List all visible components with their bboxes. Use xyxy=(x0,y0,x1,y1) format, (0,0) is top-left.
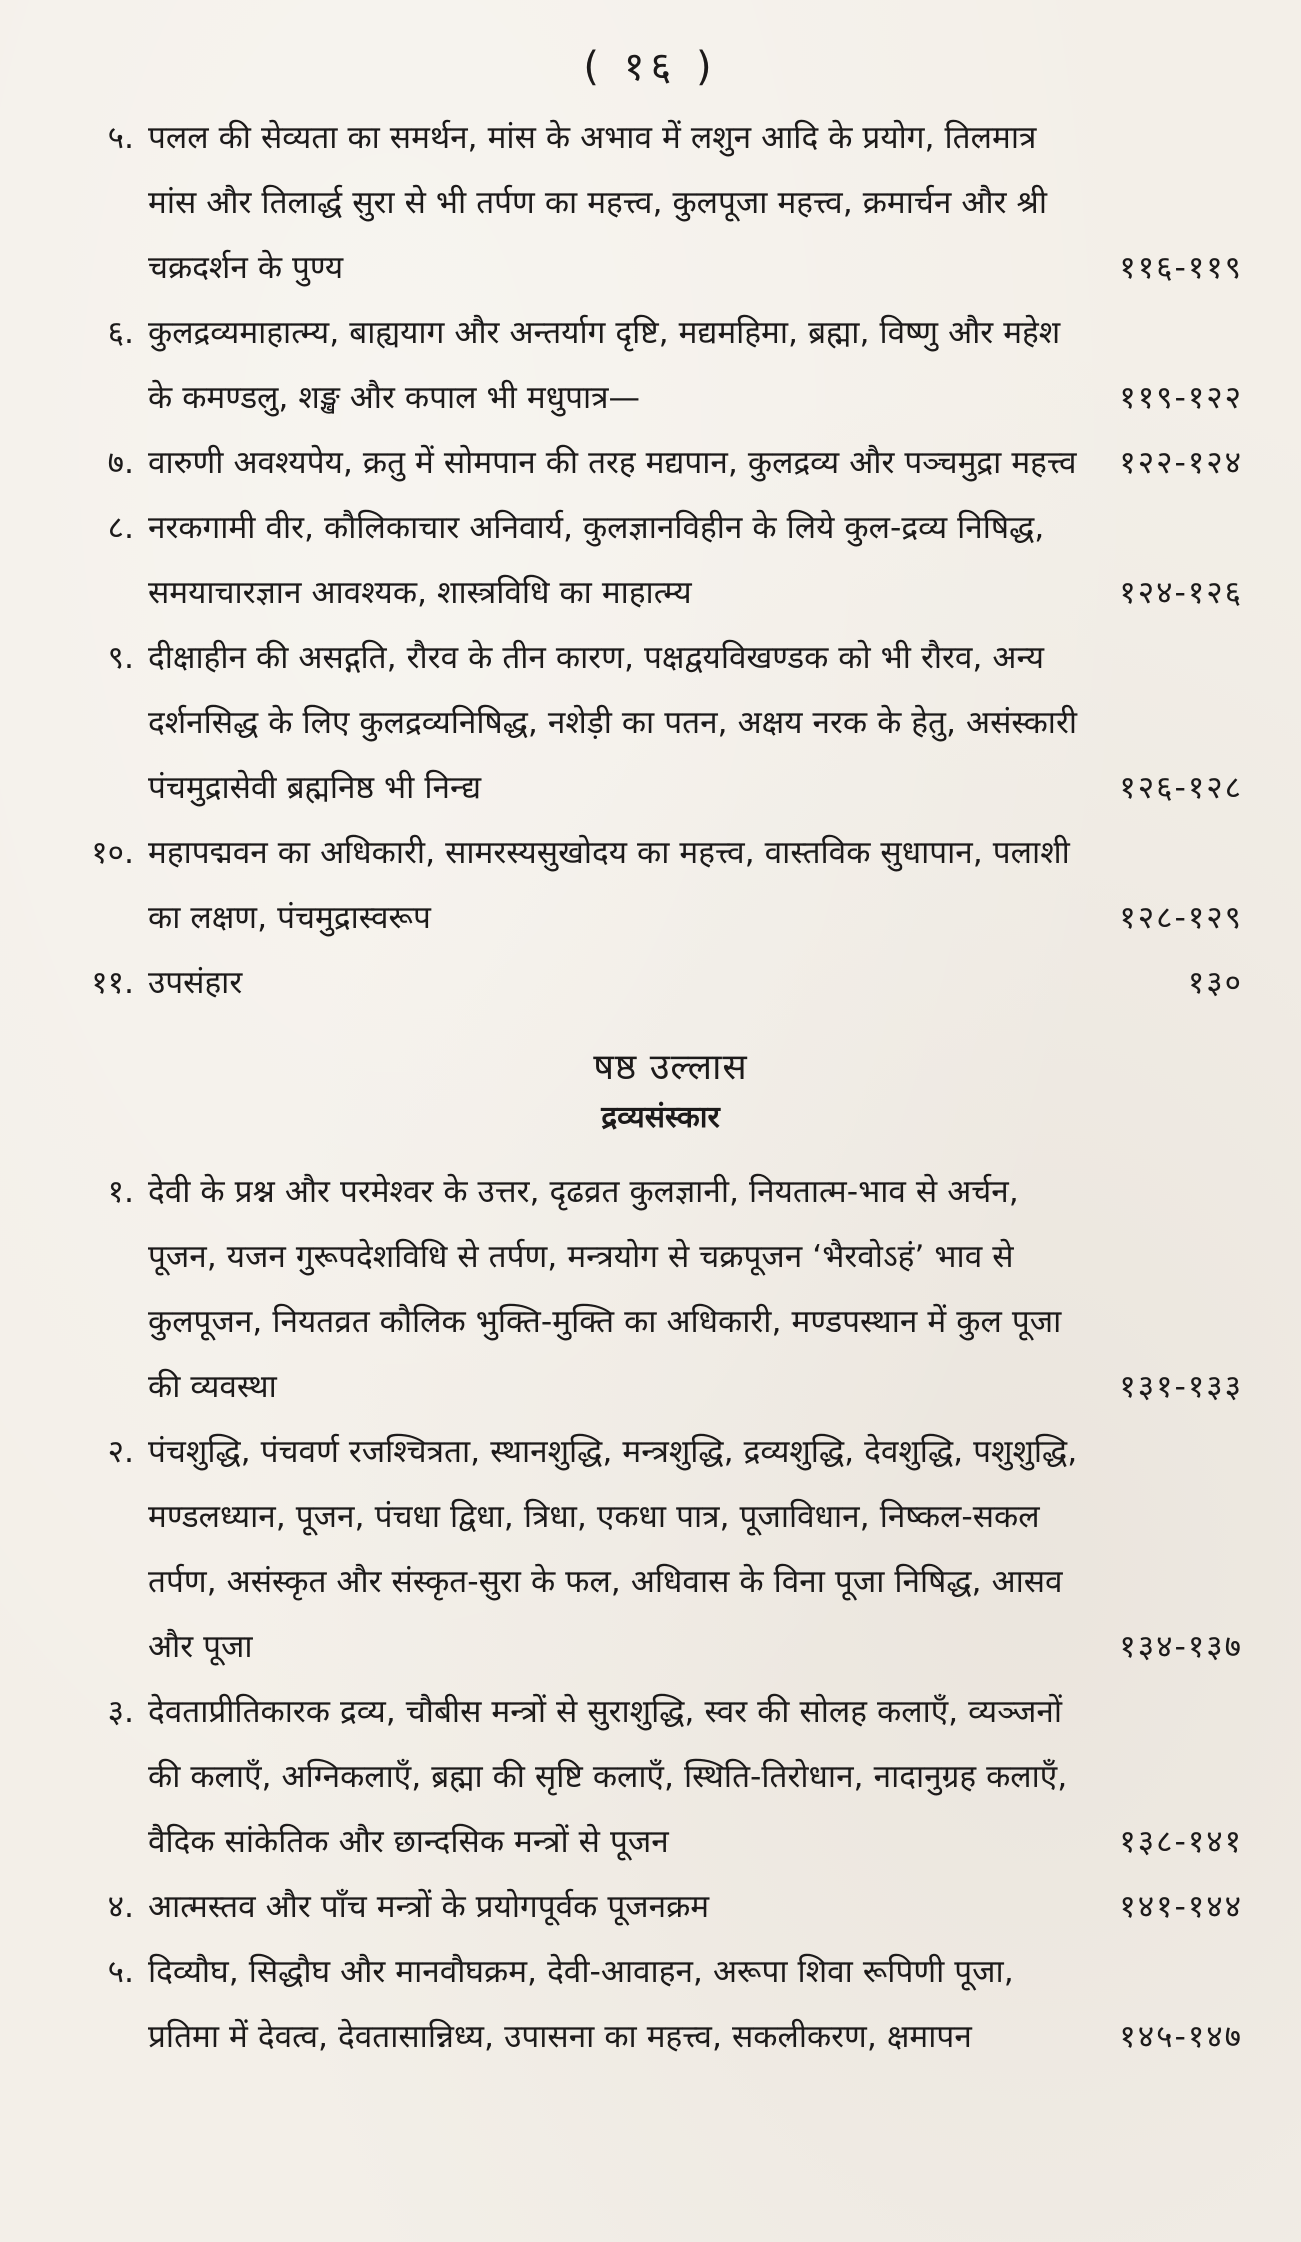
entry-number: २. xyxy=(107,1434,134,1470)
toc-entry xyxy=(58,496,1243,626)
entry-pages: १२८-१२९ xyxy=(1119,900,1243,936)
toc-list-top xyxy=(58,106,1243,1016)
toc-entry xyxy=(58,1160,1243,1420)
entry-pages: १३४-१३७ xyxy=(1119,1629,1243,1665)
toc-entry xyxy=(58,821,1243,951)
toc-entry xyxy=(58,1680,1243,1875)
toc-list-section xyxy=(58,1160,1243,2070)
entry-number: १०. xyxy=(91,835,134,871)
toc-entry xyxy=(58,301,1243,431)
section-heading xyxy=(58,1042,1243,1142)
entry-text: आत्मस्तव और पाँच मन्त्रों के प्रयोगपूर्वक पूजनक्रम xyxy=(148,1889,710,1925)
entry-pages: ११९-१२२ xyxy=(1119,380,1243,416)
entry-pages: १२४-१२६ xyxy=(1119,575,1243,611)
toc-entry xyxy=(58,1940,1243,2070)
entry-pages: १३० xyxy=(1187,965,1243,1001)
toc-entry xyxy=(58,1420,1243,1680)
entry-number: ७. xyxy=(107,445,134,481)
section-title: षष्ठ उल्लास xyxy=(593,1047,748,1088)
toc-entry xyxy=(58,626,1243,821)
entry-number: ११. xyxy=(91,965,134,1001)
entry-text: वारुणी अवश्यपेय, क्रतु में सोमपान की तरह मद्यपान, कुलद्रव्य और पञ्चमुद्रा महत्त्व xyxy=(148,445,1077,481)
entry-text: देवी के प्रश्न और परमेश्वर के उत्तर, दृढव्रत कुलज्ञानी, नियतात्म-भाव से अर्चन, पूजन, यजन गुरूपदेशविधि से तर्पण, मन्त्रयोग से चक्रपूजन ‘भैरवोऽहं’ भाव से कुलपूजन, नियतव्रत कौलिक भुक्ति-मुक्ति का अधिकारी, मण्डपस्थान में कुल पूजा की व्यवस्था xyxy=(148,1174,1062,1405)
entry-pages: १४५-१४७ xyxy=(1119,2019,1243,2055)
toc-entry xyxy=(58,431,1243,496)
toc-entry xyxy=(58,1875,1243,1940)
entry-number: ५. xyxy=(107,120,134,156)
toc-entry xyxy=(58,106,1243,301)
section-subtitle: द्रव्यसंस्कार xyxy=(601,1100,720,1135)
entry-text: नरकगामी वीर, कौलिकाचार अनिवार्य, कुलज्ञानविहीन के लिये कुल-द्रव्य निषिद्ध, समयाचारज्ञान आवश्यक, शास्त्रविधि का माहात्म्य xyxy=(148,510,1045,611)
entry-number: ३. xyxy=(107,1694,134,1730)
entry-pages: १४१-१४४ xyxy=(1119,1889,1243,1925)
entry-text: दिव्यौघ, सिद्धौघ और मानवौघक्रम, देवी-आवाहन, अरूपा शिवा रूपिणी पूजा, प्रतिमा में देवत्व, देवतासान्निध्य, उपासना का महत्त्व, सकलीकरण, क्षमापन xyxy=(148,1954,1014,2055)
entry-pages: १२२-१२४ xyxy=(1119,445,1243,481)
entry-pages: १३१-१३३ xyxy=(1119,1369,1243,1405)
entry-pages: १२६-१२८ xyxy=(1119,770,1243,806)
entry-text: महापद्मवन का अधिकारी, सामरस्यसुखोदय का महत्त्व, वास्तविक सुधापान, पलाशी का लक्षण, पंचमुद्रास्वरूप xyxy=(148,835,1070,936)
entry-text: पलल की सेव्यता का समर्थन, मांस के अभाव में लशुन आदि के प्रयोग, तिलमात्र मांस और तिलार्द्ध सुरा से भी तर्पण का महत्त्व, कुलपूजा महत्त्व, क्रमार्चन और श्री चक्रदर्शन के पुण्य xyxy=(148,120,1047,286)
entry-number: १. xyxy=(107,1174,134,1210)
page-number: ( १६ ) xyxy=(583,44,718,90)
entry-text: पंचशुद्धि, पंचवर्ण रजश्चित्रता, स्थानशुद्धि, मन्त्रशुद्धि, द्रव्यशुद्धि, देवशुद्धि, पशुशुद्धि, मण्डलध्यान, पूजन, पंचधा द्विधा, त्रिधा, एकधा पात्र, पूजाविधान, निष्कल-सकल तर्पण, असंस्कृत और संस्कृत-सुरा के फल, अधिवास के विना पूजा निषिद्ध, आसव और पूजा xyxy=(148,1434,1078,1665)
entry-text: देवताप्रीतिकारक द्रव्य, चौबीस मन्त्रों से सुराशुद्धि, स्वर की सोलह कलाएँ, व्यञ्जनों की कलाएँ, अग्निकलाएँ, ब्रह्मा की सृष्टि कलाएँ, स्थिति-तिरोधान, नादानुग्रह कलाएँ, वैदिक सांकेतिक और छान्दसिक मन्त्रों से पूजन xyxy=(148,1694,1068,1860)
entry-number: ९. xyxy=(107,640,134,676)
entry-number: ५. xyxy=(107,1954,134,1990)
entry-pages: १३८-१४१ xyxy=(1119,1824,1243,1860)
entry-text: उपसंहार xyxy=(148,965,243,1001)
entry-number: ८. xyxy=(107,510,134,546)
toc-entry xyxy=(58,951,1243,1016)
entry-text: कुलद्रव्यमाहात्म्य, बाह्ययाग और अन्तर्याग दृष्टि, मद्यमहिमा, ब्रह्मा, विष्णु और महेश के कमण्डलु, शङ्ख और कपाल भी मधुपात्र— xyxy=(148,315,1061,416)
entry-text: दीक्षाहीन की असद्गति, रौरव के तीन कारण, पक्षद्वयविखण्डक को भी रौरव, अन्य दर्शनसिद्ध के लिए कुलद्रव्यनिषिद्ध, नशेड़ी का पतन, अक्षय नरक के हेतु, असंस्कारी पंचमुद्रासेवी ब्रह्मनिष्ठ भी निन्द्य xyxy=(148,640,1078,806)
entry-pages: ११६-११९ xyxy=(1119,250,1243,286)
entry-number: ६. xyxy=(107,315,134,351)
entry-number: ४. xyxy=(107,1889,134,1925)
